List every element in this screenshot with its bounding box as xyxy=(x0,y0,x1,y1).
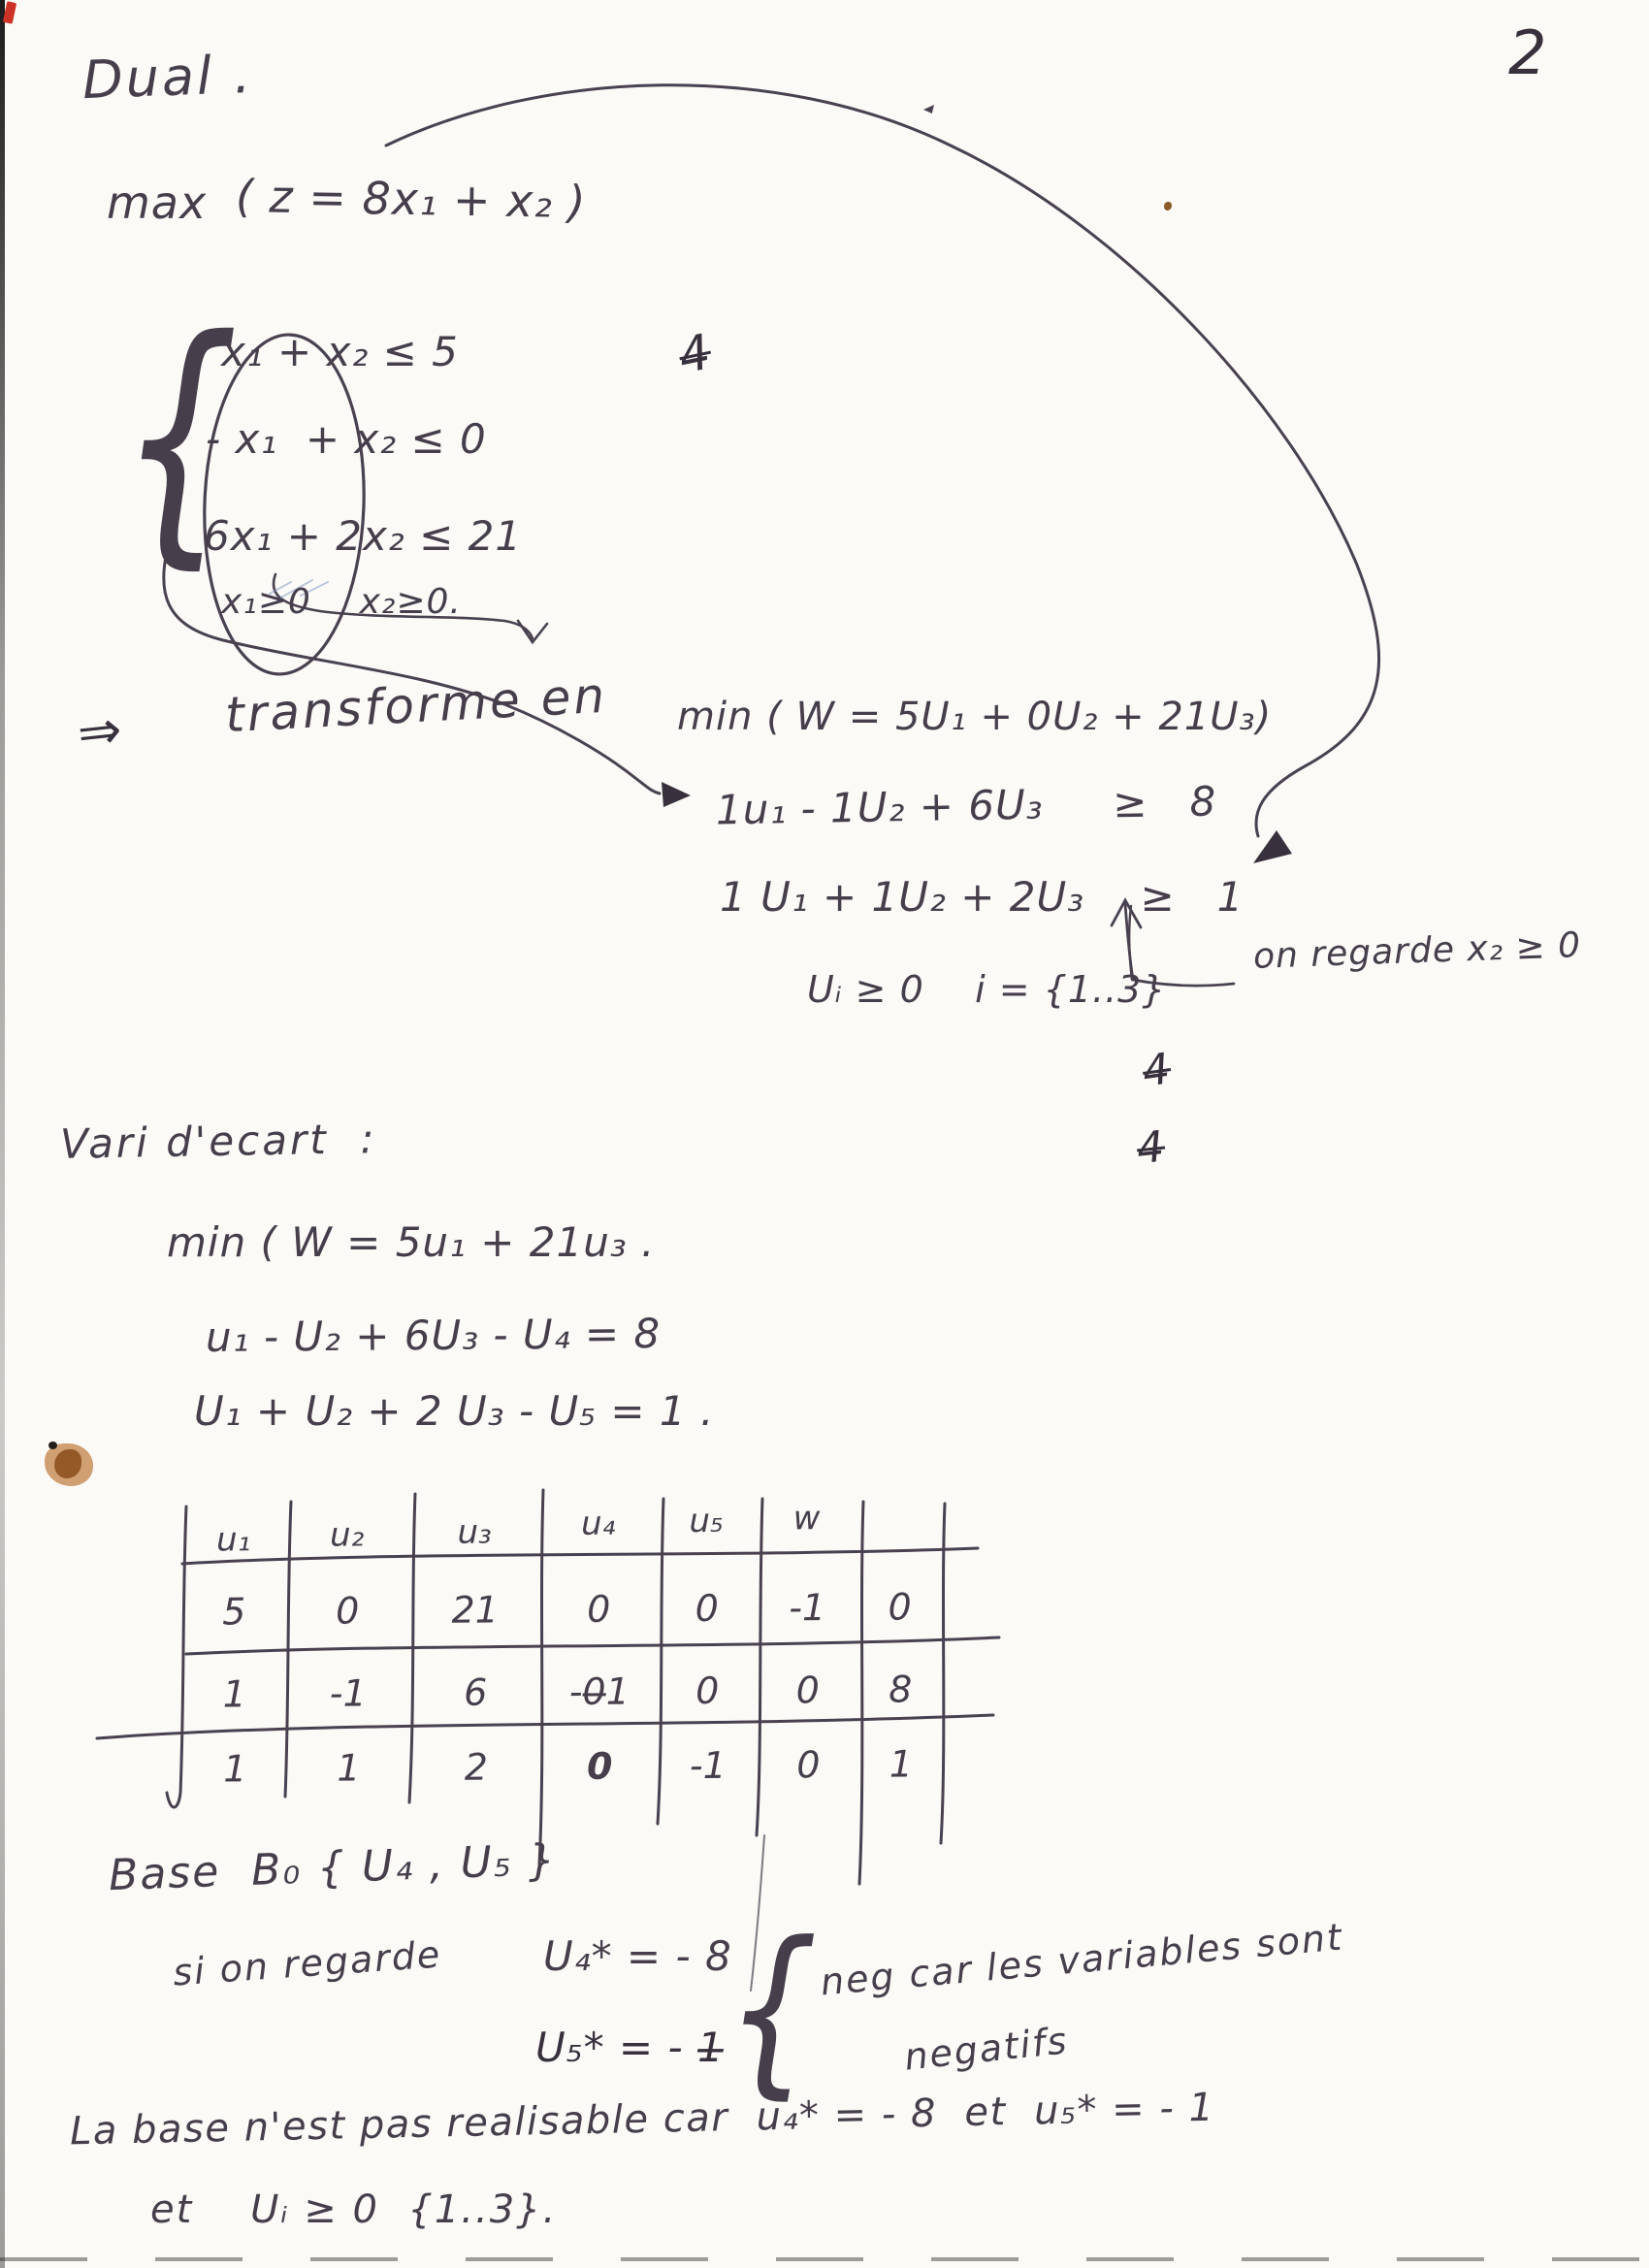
scan-edge-bottom xyxy=(0,2257,1649,2261)
table-header-cell: u₁ xyxy=(215,1519,251,1559)
conclusion-line-1: La base n'est pas realisable car u₄* = - 8 et u₅* = - 1 xyxy=(69,2085,1215,2155)
primal-constraint-3: 6x₁ + 2x₂ ≤ 21 xyxy=(204,512,523,560)
table-cell: 1 xyxy=(889,1742,914,1786)
u4-star-value: U₄* = - 8 xyxy=(543,1932,732,1980)
table-cell: -0̶1 xyxy=(568,1669,630,1713)
table-cell: 0 xyxy=(695,1669,720,1712)
dual-constraint-1: 1u₁ - 1U₂ + 6U₃ ≥ 8 xyxy=(715,777,1217,834)
table-cell: 1 xyxy=(223,1747,247,1791)
paper-speck-icon xyxy=(923,105,934,113)
crossed-four-mark: 4 xyxy=(1139,1044,1175,1097)
table-cell: 0 xyxy=(795,1668,821,1711)
primal-constraint-1: x₁ + x₂ ≤ 5 xyxy=(221,328,459,375)
u5-star-value: U₅* = - 1̶ xyxy=(535,2024,725,2071)
conclusion-line-2: et Uᵢ ≥ 0 {1..3}. xyxy=(150,2187,558,2232)
table-header-cell: u₄ xyxy=(580,1504,616,1543)
table-cell: 5 xyxy=(221,1589,246,1633)
primal-objective-label: max xyxy=(107,177,208,229)
slack-eq-1: u₁ - U₂ + 6U₃ - U₄ = 8 xyxy=(205,1309,662,1362)
dual-objective: min ( W = 5U₁ + 0U₂ + 21U₃) xyxy=(677,695,1273,739)
table-cell: 0 xyxy=(695,1586,719,1630)
table-cell: 0 xyxy=(586,1587,611,1631)
table-cell: 0 xyxy=(796,1743,821,1787)
neg-note-line-2: negatifs xyxy=(902,2019,1071,2079)
table-cell: 0 xyxy=(586,1744,613,1788)
scan-edge-left xyxy=(0,0,5,2268)
table-header-cell xyxy=(857,1496,941,1562)
si-on-regarde-label: si on regarde xyxy=(171,1932,443,1994)
slack-objective: min ( W = 5u₁ + 21u₃ . xyxy=(167,1218,656,1266)
dual-constraint-2: 1 U₁ + 1U₂ + 2U₃ ≥ 1 xyxy=(720,873,1245,921)
primal-brace: { xyxy=(118,283,241,592)
table-cell: -1 xyxy=(329,1670,367,1715)
table-header-cell: u₂ xyxy=(329,1514,365,1555)
base-line: Base B₀ { U₄ , U₅ } xyxy=(108,1834,559,1901)
neg-note-line-1: neg car les variables sont xyxy=(819,1915,1345,2004)
table-cell: 0 xyxy=(335,1588,360,1633)
paper-speck-icon xyxy=(1164,202,1172,211)
table-cell: 2 xyxy=(464,1745,489,1789)
table-cell: 1 xyxy=(337,1746,361,1790)
table-header-cell: u₃ xyxy=(457,1512,492,1552)
hook-arrowhead-icon xyxy=(518,621,547,642)
table-cell: 8 xyxy=(889,1667,913,1711)
page-title: Dual . xyxy=(81,43,255,112)
table-header-cell: u₅ xyxy=(689,1501,724,1540)
table-header-cell: w xyxy=(792,1498,821,1538)
ink-stain xyxy=(39,1438,99,1490)
primal-objective-expression: ( z = 8x₁ + x₂ ) xyxy=(235,169,587,229)
table-cell: 21 xyxy=(451,1587,500,1632)
transforme-en-label: transforme en xyxy=(223,666,609,744)
primal-constraint-2: - x₁ + x₂ ≤ 0 xyxy=(206,415,487,463)
arc-arrowhead-icon xyxy=(1253,830,1292,863)
table-cell: 6 xyxy=(464,1670,488,1714)
note-brace: { xyxy=(726,1903,820,2116)
table-cell: -1 xyxy=(789,1585,826,1629)
table-cell: -1 xyxy=(689,1743,727,1788)
table-cell: 1 xyxy=(222,1671,247,1715)
crossed-four-mark: 4 xyxy=(1134,1121,1168,1175)
dual-domain: Uᵢ ≥ 0 i = {1..3} xyxy=(807,968,1167,1011)
page-number: 2 xyxy=(1508,17,1548,88)
crossed-four-mark: 4 xyxy=(673,323,717,385)
regarde-note: on regarde x₂ ≥ 0 xyxy=(1252,925,1582,977)
double-arrow-icon: ⇒ xyxy=(74,697,126,764)
slack-eq-2: U₁ + U₂ + 2 U₃ - U₅ = 1 . xyxy=(194,1387,715,1435)
simplex-table xyxy=(182,1496,943,1806)
slack-heading: Vari d'ecart : xyxy=(59,1115,377,1168)
table-cell: 0 xyxy=(888,1584,912,1629)
stain-speck xyxy=(48,1442,57,1449)
transform-arrowhead-icon xyxy=(662,782,691,807)
primal-nonnegativity: x₁≥0 x₂≥0. xyxy=(221,582,462,622)
